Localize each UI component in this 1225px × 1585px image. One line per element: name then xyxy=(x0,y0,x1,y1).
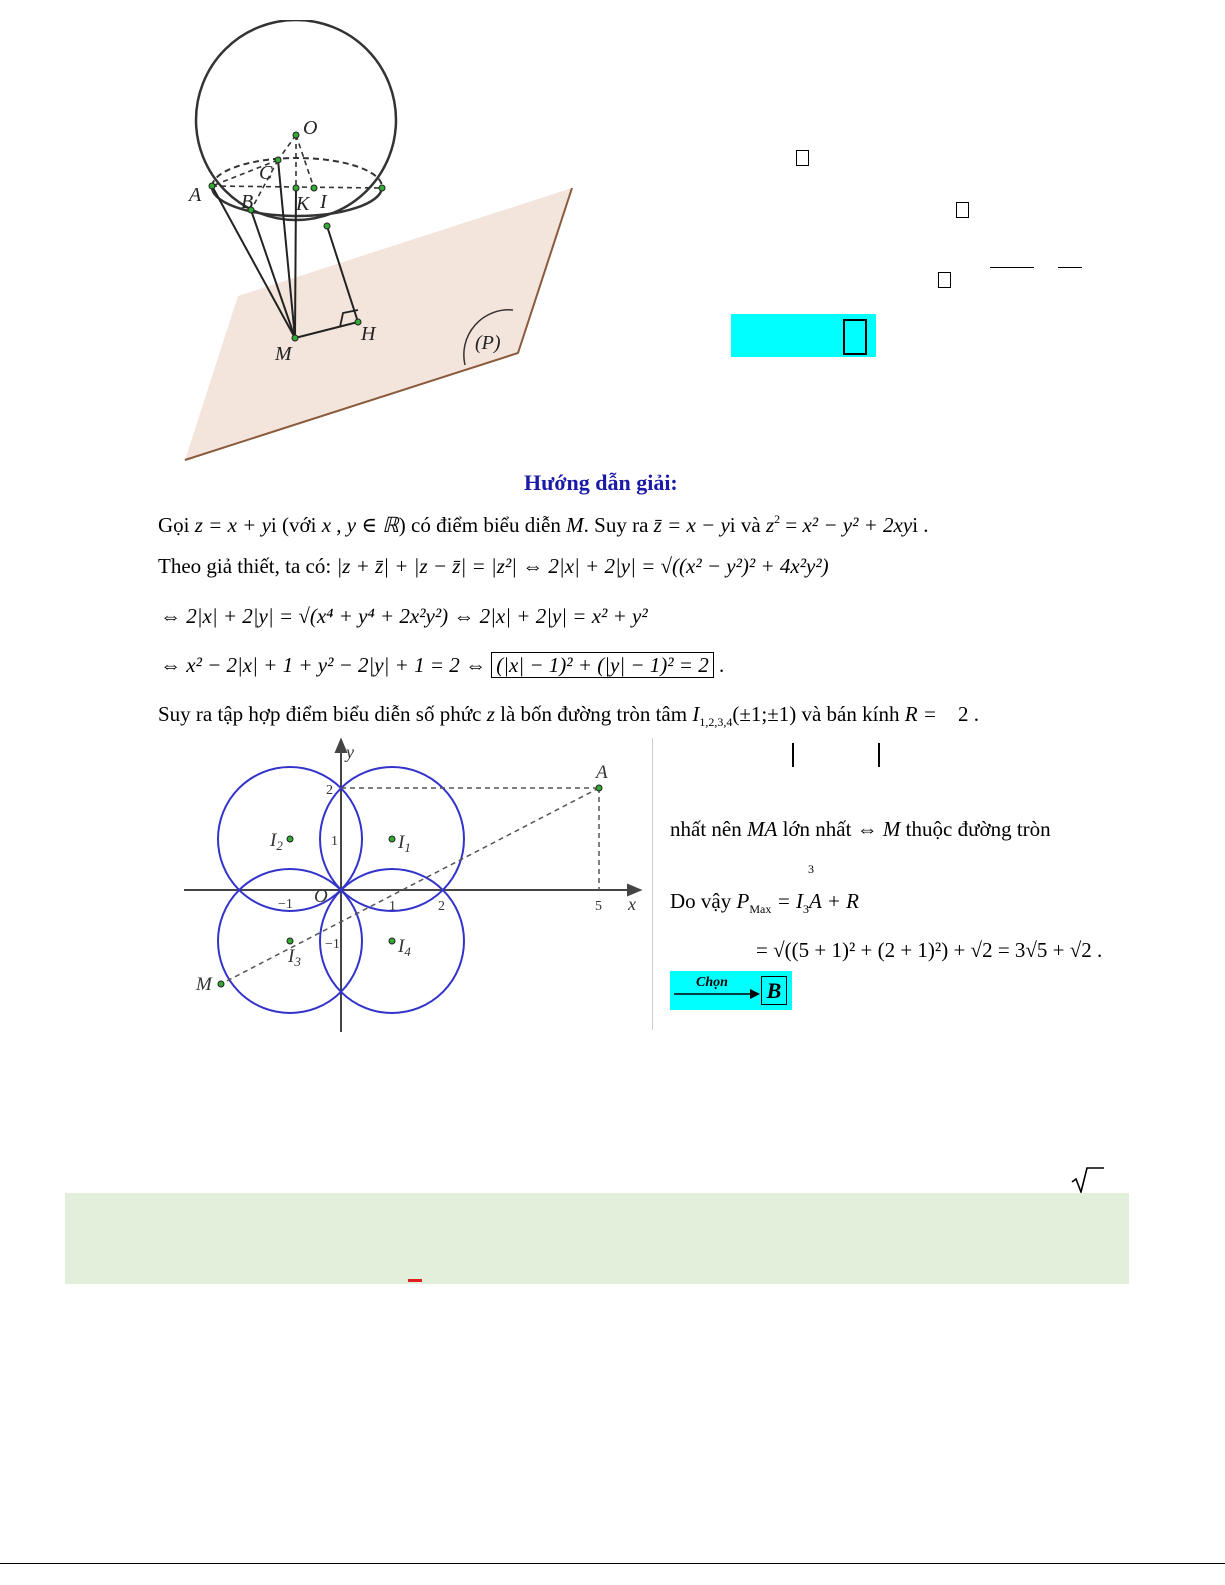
placeholder-box-3 xyxy=(938,272,951,288)
red-dash-fragment xyxy=(408,1279,422,1282)
solution-line-2: Theo giả thiết, ta có: |z + z̄| + |z − z̄| = |z²| ⇔ 2|x| + 2|y| = √((x² − y²)² + 4x²y²) xyxy=(158,554,829,578)
tick-y-neg1: −1 xyxy=(325,937,340,952)
right-line-3: = √((5 + 1)² + (2 + 1)²) + √2 = 3√5 + √2 . xyxy=(756,938,1103,962)
label-p: (P) xyxy=(475,332,501,354)
right-line-1: nhất nên MA lớn nhất ⇔ M thuộc đường tròn xyxy=(670,817,1051,841)
center-i3-label: $I_3$ xyxy=(288,946,301,969)
solution-heading: Hướng dẫn giải: xyxy=(524,470,678,495)
label-c: C xyxy=(259,162,273,184)
hint-bar xyxy=(65,1193,1129,1284)
origin-label: O xyxy=(314,886,328,907)
placeholder-box-2 xyxy=(956,202,969,218)
solution-line-3: ⇔ 2|x| + 2|y| = √(x⁴ + y⁴ + 2x²y²) ⇔ 2|x| + 2|y| = x² + y² xyxy=(160,604,648,628)
section-circle-back xyxy=(212,158,382,188)
tick-x-neg1: −1 xyxy=(278,897,293,912)
overline-fragment-2 xyxy=(1058,267,1082,268)
solution-line-5: Suy ra tập hợp điểm biểu diễn số phức z là bốn đường tròn tâm $I_{1,2,3,4}(\pm 1;\pm 1)$ và bán kính R = 2 . xyxy=(158,702,979,729)
chon-answer: B xyxy=(761,976,787,1005)
abs-bar-left xyxy=(792,743,794,767)
chon-badge xyxy=(670,971,792,1010)
axis-y-label: y xyxy=(346,742,354,762)
axis-x-label: x xyxy=(628,894,636,914)
tick-y-2: 2 xyxy=(326,783,333,798)
chon-label: Chọn xyxy=(696,975,728,990)
tick-y-1: 1 xyxy=(331,834,338,849)
tick-x-5: 5 xyxy=(595,899,602,914)
point-m-label: M xyxy=(196,974,212,995)
chon-arrow-icon xyxy=(674,988,760,1000)
right-line-2: Do vậy $P_{Max} = I_3A + R$ xyxy=(670,889,859,916)
tick-x-1: 1 xyxy=(389,899,396,914)
answer-box-top xyxy=(843,319,867,355)
solution-line-4: ⇔ x² − 2|x| + 1 + y² − 2|y| + 1 = 2 ⇔ (|x| − 1)² + (|y| − 1)² = 2 . xyxy=(160,653,725,677)
label-b: B xyxy=(241,191,254,213)
plane-p xyxy=(185,188,572,460)
solution-line-1: Gọi z = x + yi (với x , y ∈ ℝ) có điểm biểu diễn M. Suy ra z̄ = x − yi và $z^2 = x^2 - y^2 + 2xyi$ . xyxy=(158,512,929,537)
label-a: A xyxy=(189,184,202,206)
center-i2-label: $I_2$ xyxy=(270,830,283,853)
page-bottom-rule xyxy=(0,1563,1225,1564)
column-divider xyxy=(652,738,653,1030)
placeholder-box-1 xyxy=(796,150,809,166)
sqrt-fragment-icon xyxy=(1070,1166,1106,1194)
tick-x-2: 2 xyxy=(438,899,445,914)
label-o: O xyxy=(303,117,318,139)
label-m: M xyxy=(275,343,292,365)
center-i1-label: $I_1$ xyxy=(398,832,411,855)
point-a-label: A xyxy=(596,762,608,783)
boxed-equation: (|x| − 1)² + (|y| − 1)² = 2 xyxy=(491,652,713,678)
label-h: H xyxy=(361,323,376,345)
label-i: I xyxy=(320,191,327,213)
center-i4-label: $I_4$ xyxy=(398,936,411,959)
sphere-plane-figure xyxy=(175,20,595,470)
small-subscript-3: 3 xyxy=(808,862,814,876)
abs-bar-right xyxy=(878,743,880,767)
four-circles-figure xyxy=(180,736,650,1036)
label-k: K xyxy=(296,193,310,215)
overline-fragment-1 xyxy=(990,267,1034,268)
